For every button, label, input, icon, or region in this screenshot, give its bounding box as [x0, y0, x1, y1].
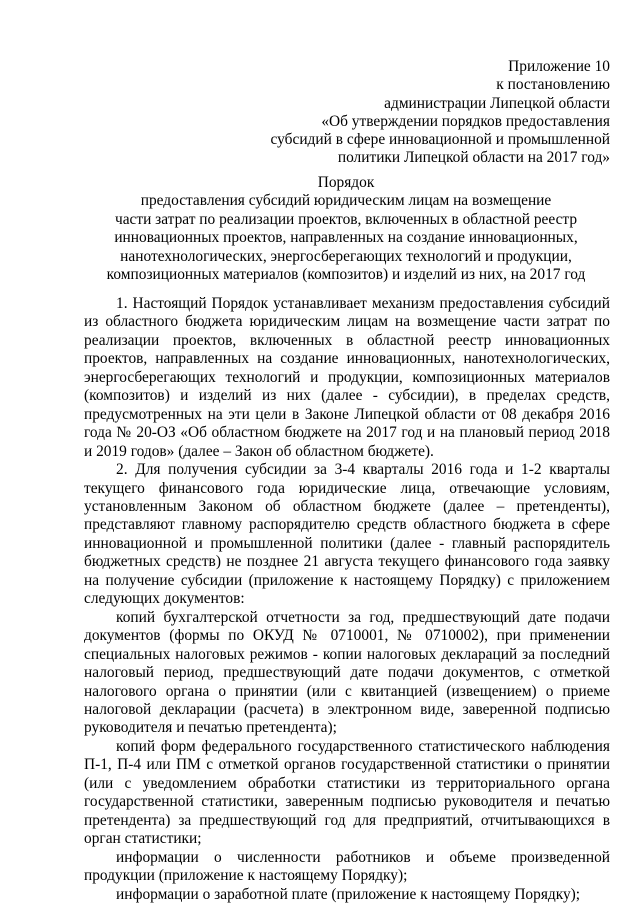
appendix-line: «Об утверждении порядков предоставления [321, 112, 610, 130]
subtitle-line: части затрат по реализации проектов, включенных в областной реестр [114, 210, 578, 228]
document-body [84, 295, 610, 904]
paragraph-2: 2. Для получения субсидии за 3-4 кварталы 2016 года и 1-2 кварталы текущего финансового года юридические лица, отвечающие условиям, установленным Законом об областном бюджете (далее – претенденты), представляют главному распорядителю средств областного бюджета в сфере инновационной и промышленной политики (далее - главный распорядитель бюджетных средств) не позднее 21 августа текущего финансового года заявку на получение субсидии (приложение к настоящему Порядку) с приложением следующих документов: [84, 461, 610, 608]
subtitle-line: инновационных проектов, направленных на создание инновационных, [114, 229, 578, 247]
paragraph-salary-info: информации о заработной плате (приложение к настоящему Порядку); [116, 885, 581, 903]
appendix-line: Приложение 10 [508, 58, 610, 75]
paragraph-employees-info: информации о численности работников и объеме произведенной продукции (приложение к настоящему Порядку); [84, 848, 610, 885]
paragraph-accounting-copies: копий бухгалтерской отчетности за год, предшествующий дате подачи документов (формы по ОКУД № 0710001, № 0710002), при применении специальных налоговых режимов - копии налоговых деклараций за последний налоговый период, предшествующий дате подачи документов, с отметкой налогового органа о принятии (или с квитанцией (извещением) о приеме налоговой декларации (расчета) в электронном виде, заверенной подписью руководителя и печатью претендента); [84, 608, 610, 737]
appendix-line: субсидий в сфере инновационной и промышленной [270, 131, 610, 149]
document-subtitle [84, 192, 608, 285]
paragraph-statistics-copies: копий форм федерального государственного статистического наблюдения П-1, П-4 или ПМ с отметкой органов государственной статистики о принятии (или с уведомлением обработки статистики из территориального органа государственной статистики, заверенным подписью руководителя и печатью претендента) за предшествующий год для предприятий, отчитывающихся в орган статистики; [84, 737, 610, 848]
appendix-line: администрации Липецкой области [384, 94, 610, 112]
appendix-line: политики Липецкой области на 2017 год» [337, 149, 610, 167]
subtitle-line: предоставления субсидий юридическим лицам на возмещение [140, 192, 552, 209]
paragraph-1: 1. Настоящий Порядок устанавливает механизм предоставления субсидий из областного бюджета юридическим лицам на возмещение части затрат по реализации проектов, включенных в областной реестр инновационных проектов, направленных на создание инновационных, нанотехнологических, энергосберегающих технологий и продукции, композиционных материалов (композитов) и изделий из них (далее - субсидии), в пределах средств, предусмотренных на эти цели в Законе Липецкой области от 08 декабря 2016 года № 20-ОЗ «Об областном бюджете на 2017 год и на плановый период 2018 и 2019 годов» (далее – Закон об областном бюджете). [84, 295, 610, 460]
document-title: Порядок [317, 174, 375, 191]
appendix-line: к постановлению [496, 76, 610, 94]
appendix-header [190, 58, 610, 168]
subtitle-line: композиционных материалов (композитов) и изделий из них, на 2017 год [106, 266, 586, 284]
subtitle-line: нанотехнологических, энергосберегающих технологий и продукции, [120, 247, 572, 265]
